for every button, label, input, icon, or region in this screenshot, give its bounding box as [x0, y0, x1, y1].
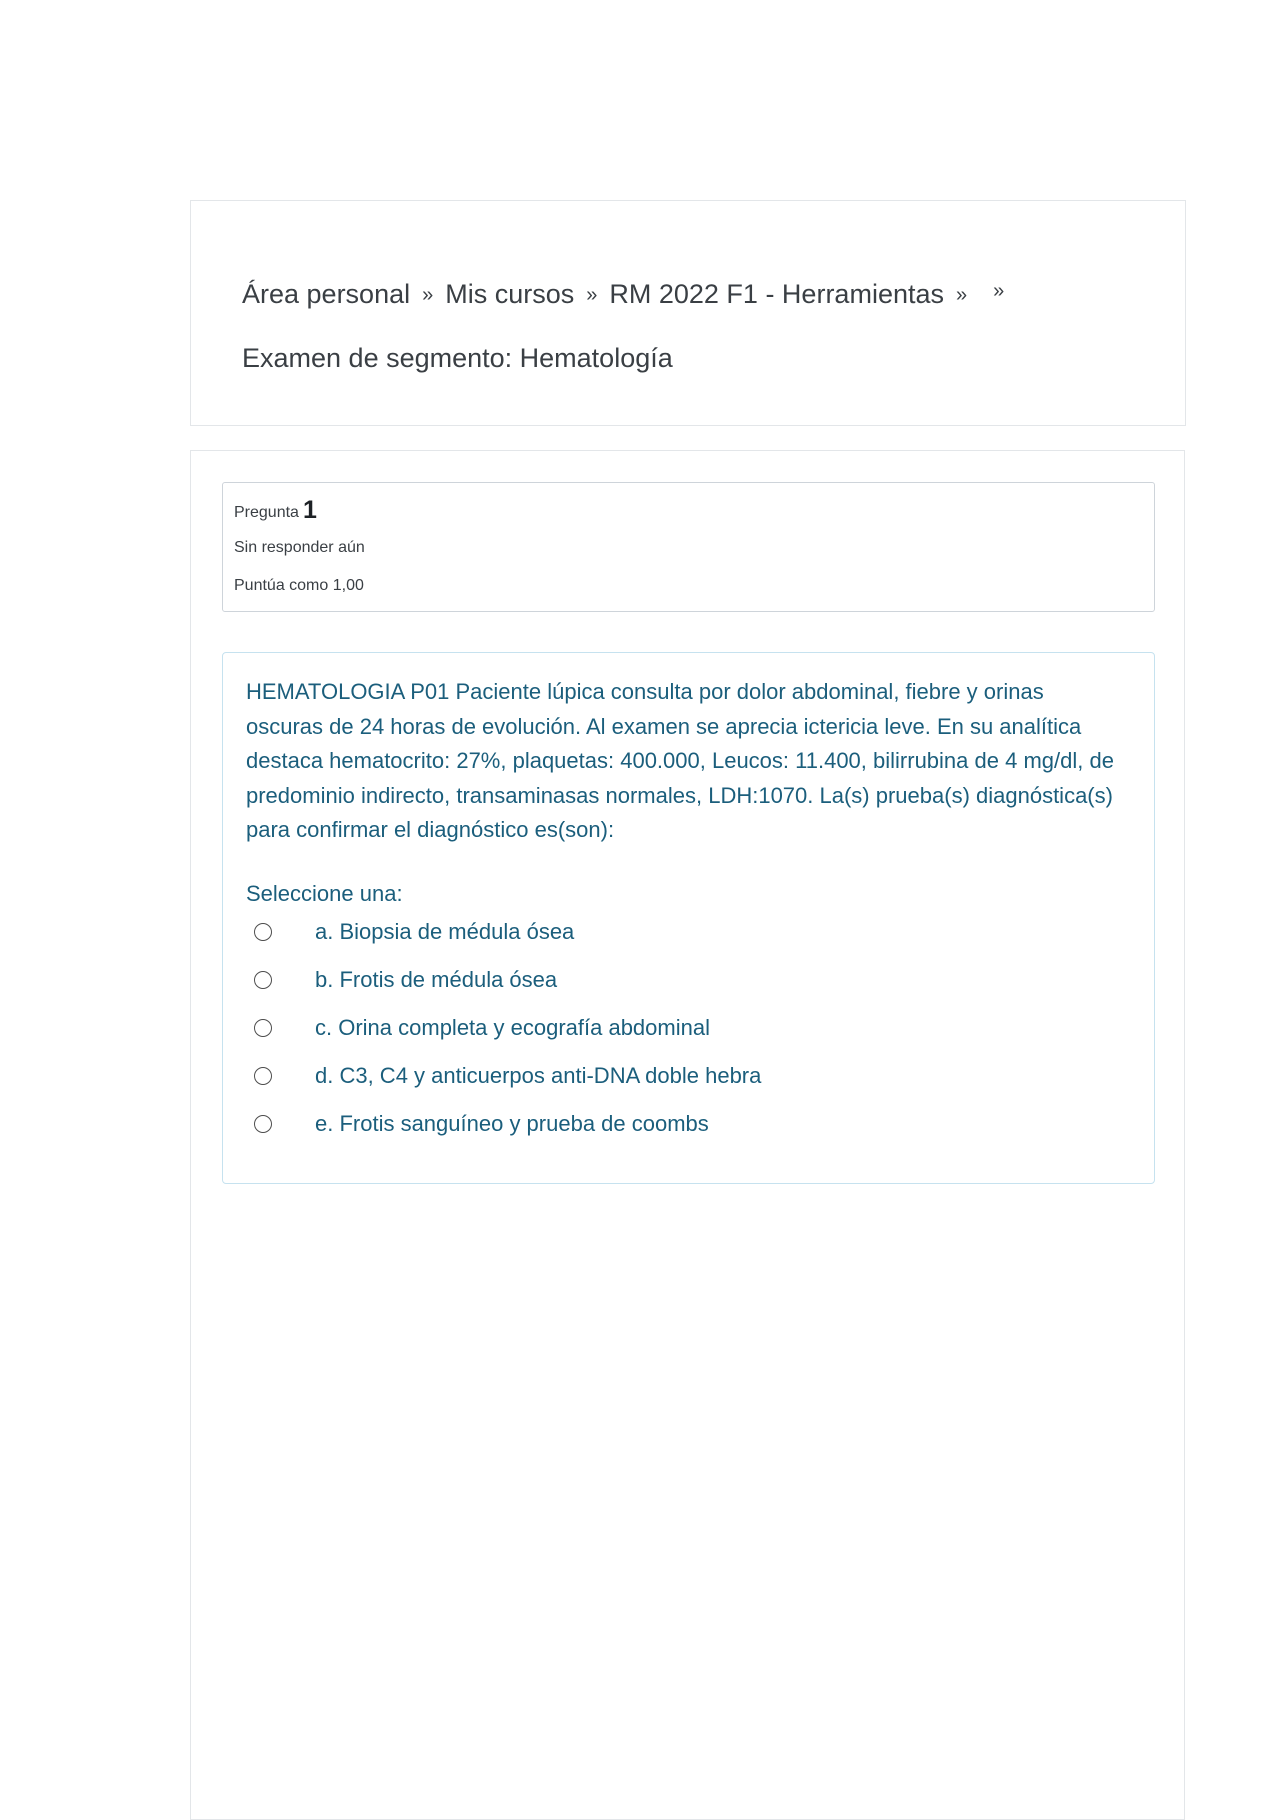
breadcrumb-separator: »	[956, 284, 968, 306]
answer-label-d[interactable]: d. C3, C4 y anticuerpos anti-DNA doble hebra	[315, 1063, 762, 1088]
answer-option-b[interactable]	[254, 967, 1114, 1015]
breadcrumb-item-mis-cursos[interactable]: Mis cursos	[445, 279, 575, 309]
answer-label-c[interactable]: c. Orina completa y ecografía abdominal	[315, 1015, 710, 1040]
question-content	[222, 652, 1155, 1184]
question-state: Sin responder aún	[234, 539, 365, 556]
answer-option-d[interactable]	[254, 1063, 1114, 1111]
quiz-region	[190, 450, 1185, 1820]
question-number-label	[234, 496, 317, 525]
answer-label-e[interactable]: e. Frotis sanguíneo y prueba de coombs	[315, 1111, 709, 1136]
radio-button-c[interactable]	[254, 1019, 272, 1037]
answer-option-c[interactable]	[254, 1015, 1114, 1063]
breadcrumb-item-area-personal[interactable]: Área personal	[242, 279, 411, 309]
question-word: Pregunta	[234, 504, 299, 521]
breadcrumb-item-course[interactable]: RM 2022 F1 - Herramientas	[609, 279, 944, 309]
radio-button-a[interactable]	[254, 923, 272, 941]
breadcrumb-separator: »	[586, 284, 598, 306]
answer-option-e[interactable]	[254, 1111, 1114, 1159]
breadcrumb-separator: »	[422, 284, 434, 306]
breadcrumb	[242, 279, 1016, 310]
question-info-box	[222, 482, 1155, 612]
answer-label-a[interactable]: a. Biopsia de médula ósea	[315, 919, 575, 944]
question-number: 1	[302, 496, 317, 524]
question-grade: Puntúa como 1,00	[234, 577, 364, 594]
radio-button-b[interactable]	[254, 971, 272, 989]
answer-list	[254, 919, 1114, 1159]
page-title: Examen de segmento: Hematología	[242, 343, 673, 373]
answer-option-a[interactable]	[254, 919, 1114, 967]
answer-label-b[interactable]: b. Frotis de médula ósea	[315, 967, 558, 992]
radio-button-e[interactable]	[254, 1115, 272, 1133]
page-header	[190, 200, 1186, 426]
breadcrumb-separator: »	[993, 280, 1005, 302]
radio-button-d[interactable]	[254, 1067, 272, 1085]
question-text: HEMATOLOGIA P01 Paciente lúpica consulta por dolor abdominal, fiebre y orinas oscuras de 24 horas de evolución. Al examen se aprecia ictericia leve. En su analítica destaca hematocrito: 27%, plaquetas: 400.000, Leucos: 11.400, bilirrubina de 4 mg/dl, de predominio indirecto, transaminasas normales, LDH:1070. La(s) prueba(s) diagnóstica(s) para confirmar el diagnóstico es(son):	[246, 679, 1114, 842]
answer-prompt: Seleccione una:	[246, 881, 403, 906]
